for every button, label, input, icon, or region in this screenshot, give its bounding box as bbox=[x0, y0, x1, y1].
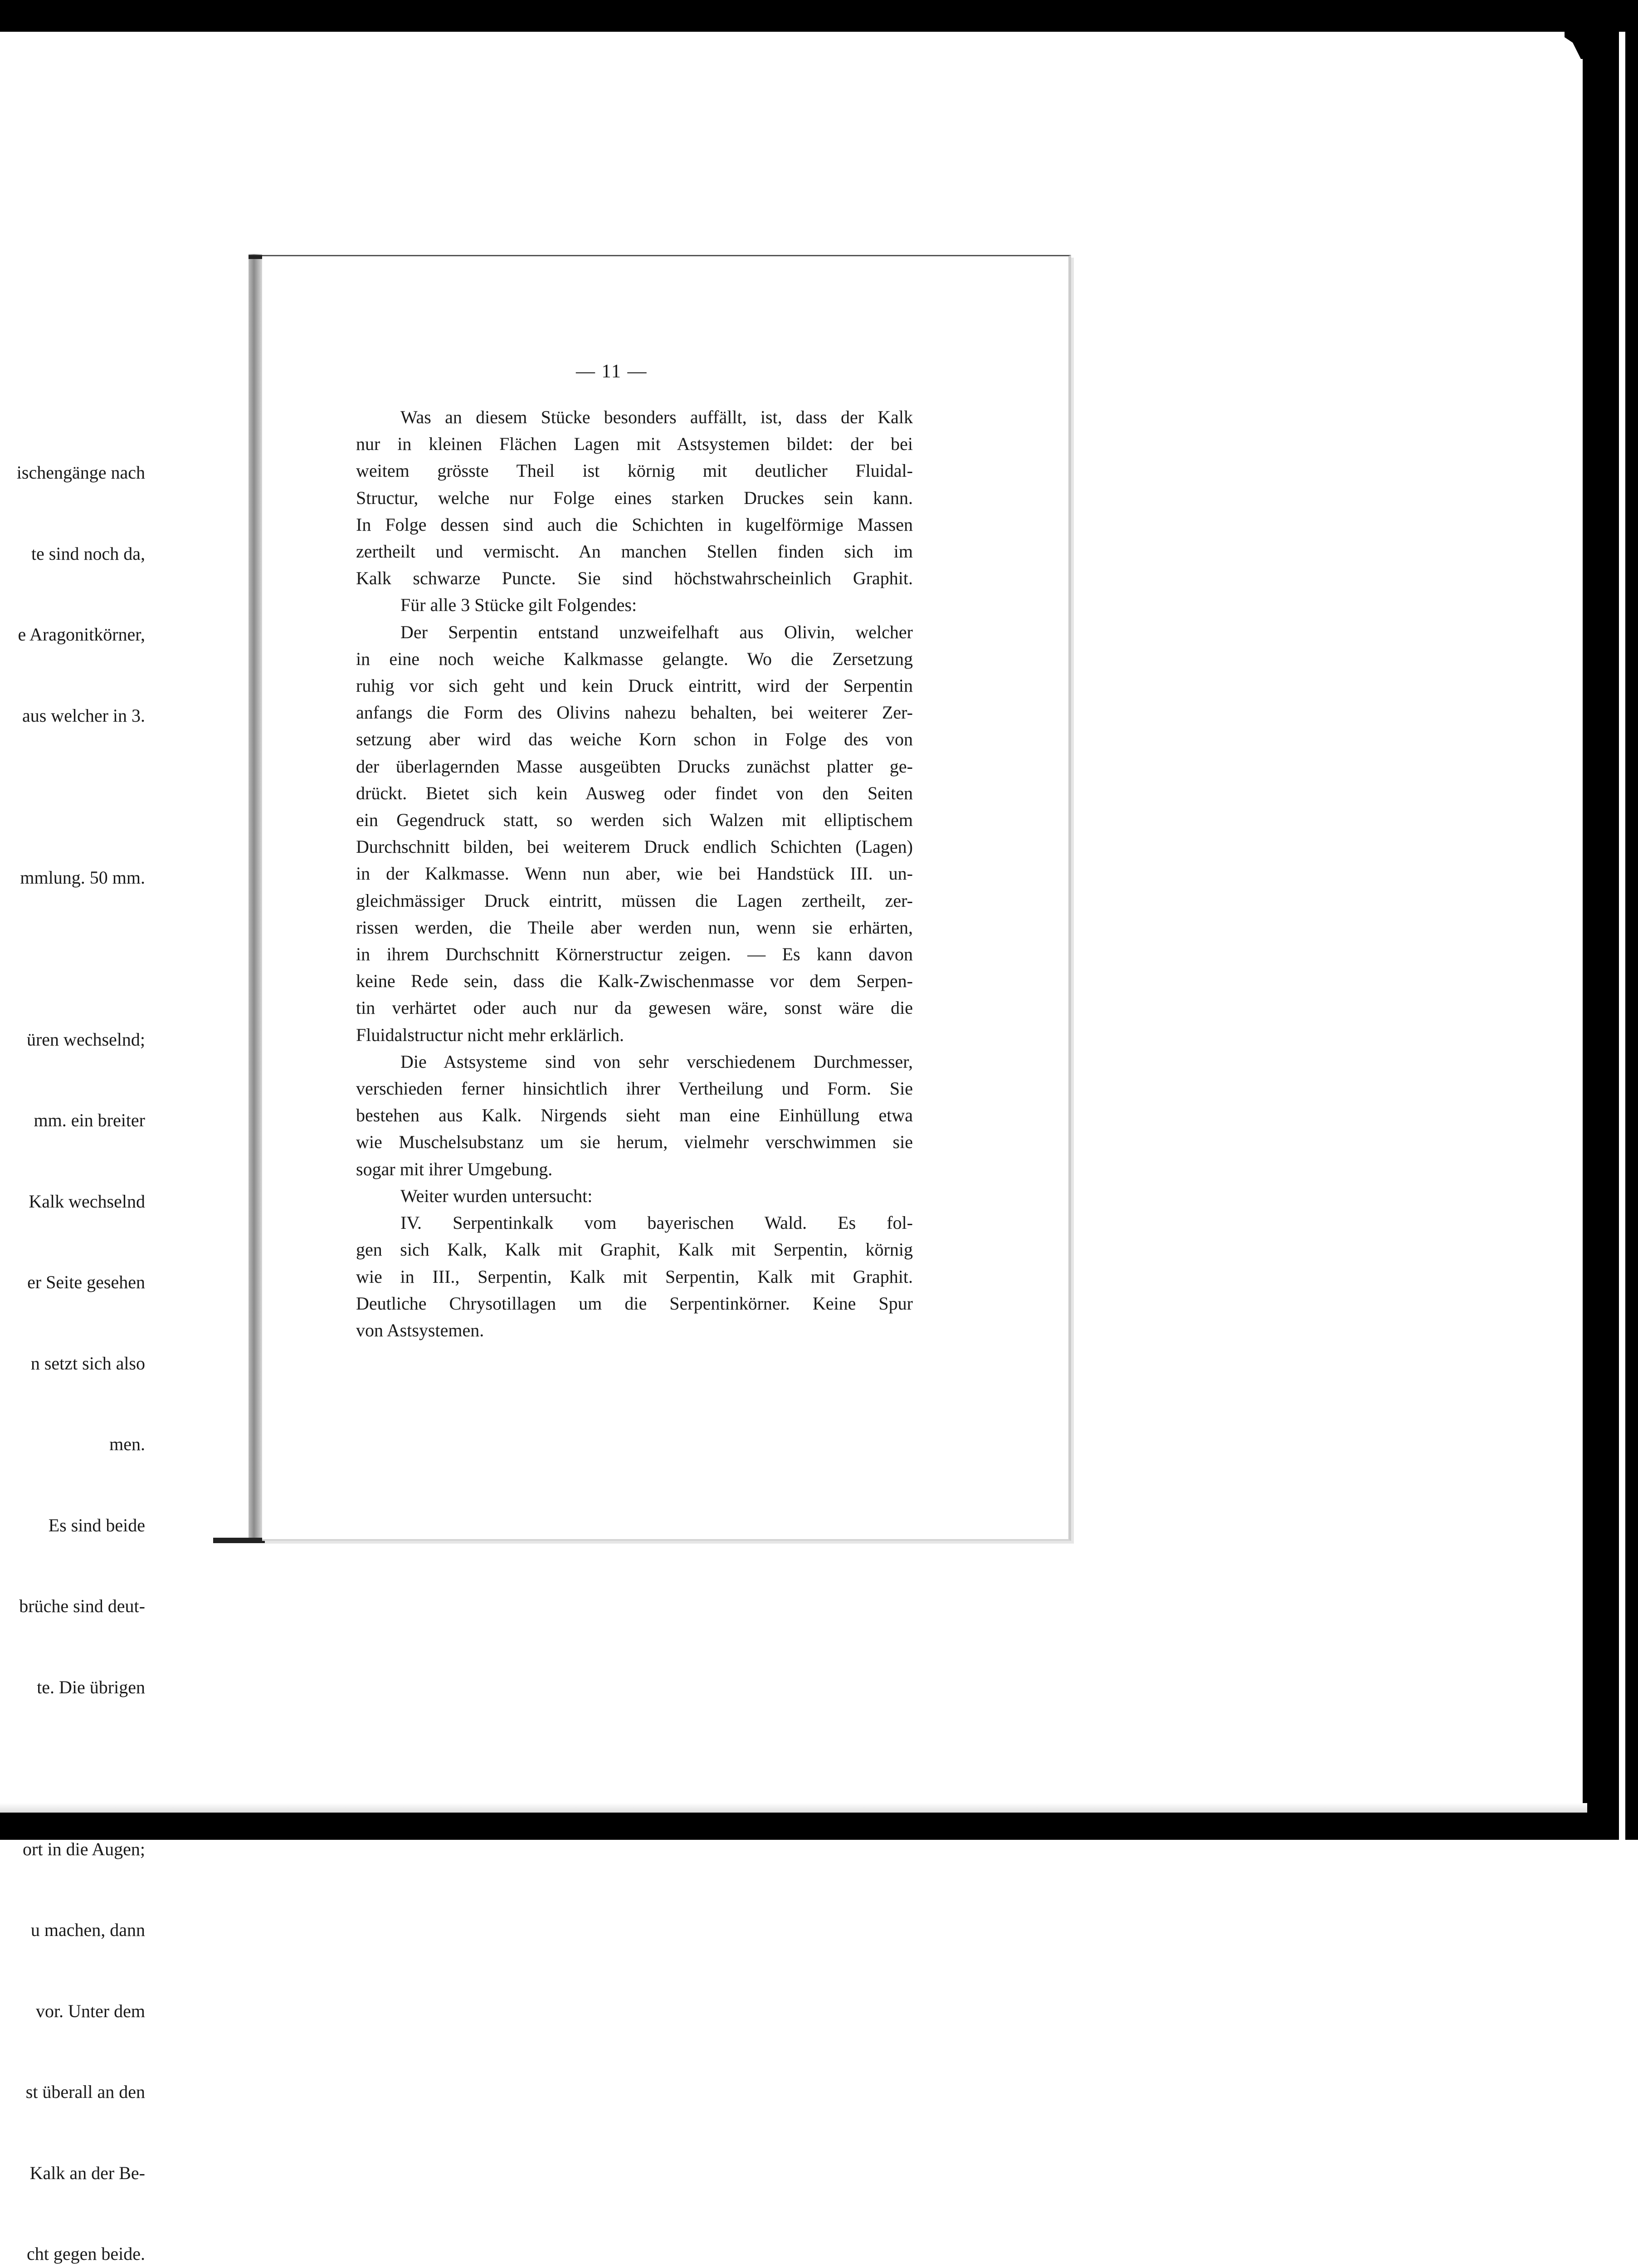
scan-frame-right-edge bbox=[1625, 0, 1638, 1840]
left-line: men. bbox=[109, 1434, 145, 1454]
left-line: st überall an den bbox=[25, 2082, 145, 2102]
left-line: er Seite gesehen bbox=[27, 1272, 145, 1292]
left-line: üren wechselnd; bbox=[26, 1029, 145, 1050]
left-line: mmlung. 50 mm. bbox=[20, 867, 145, 888]
book-spine bbox=[249, 254, 262, 1538]
text-line: keine Rede sein, dass die Kalk-Zwischenmasse vor dem Serpen- bbox=[356, 971, 913, 992]
text-line: ruhig vor sich geht und kein Druck eintritt, wird der Serpentin bbox=[356, 675, 913, 696]
left-line: cht gegen beide. bbox=[27, 2244, 145, 2264]
left-line bbox=[0, 945, 145, 972]
text-line: nur in kleinen Flächen Lagen mit Astsystemen bildet: der bei bbox=[356, 434, 913, 455]
text-line: Die Astsysteme sind von sehr verschiedenem Durchmesser, bbox=[400, 1051, 913, 1072]
left-line: ischengänge nach bbox=[16, 462, 145, 483]
left-line bbox=[0, 783, 145, 810]
scan-frame-notch bbox=[1565, 32, 1592, 59]
left-line: e Aragonitkörner, bbox=[18, 624, 145, 645]
text-line: in ihrem Durchschnitt Körnerstructur zeigen. — Es kann davon bbox=[356, 944, 913, 965]
left-line: te sind noch da, bbox=[31, 543, 145, 564]
text-line: von Astsystemen. bbox=[356, 1320, 484, 1340]
left-line: u machen, dann bbox=[30, 1920, 145, 1940]
text-line: drückt. Bietet sich kein Ausweg oder findet von den Seiten bbox=[356, 782, 913, 803]
text-line: verschieden ferner hinsichtlich ihrer Vertheilung und Form. Sie bbox=[356, 1078, 913, 1099]
left-line: aus welcher in 3. bbox=[22, 705, 145, 726]
text-line: Der Serpentin entstand unzweifelhaft aus Olivin, welcher bbox=[400, 621, 913, 642]
text-line: rissen werden, die Theile aber werden nun, wenn sie erhärten, bbox=[356, 917, 913, 938]
text-line: zertheilt und vermischt. An manchen Stellen finden sich im bbox=[356, 541, 913, 562]
text-line: Weiter wurden untersucht: bbox=[400, 1185, 593, 1206]
left-line: Kalk wechselnd bbox=[29, 1191, 145, 1212]
text-line: Kalk schwarze Puncte. Sie sind höchstwahrscheinlich Graphit. bbox=[356, 568, 913, 589]
text-line: ein Gegendruck statt, so werden sich Walzen mit elliptischem bbox=[356, 810, 913, 831]
left-line: mm. ein breiter bbox=[34, 1110, 145, 1130]
text-line: wie in III., Serpentin, Kalk mit Serpentin, Kalk mit Graphit. bbox=[356, 1266, 913, 1287]
right-page-text bbox=[356, 404, 913, 1344]
text-line: sogar mit ihrer Umgebung. bbox=[356, 1158, 553, 1179]
text-line: tin verhärtet oder auch nur da gewesen wäre, sonst wäre die bbox=[356, 997, 913, 1018]
text-line: in eine noch weiche Kalkmasse gelangte. Wo die Zersetzung bbox=[356, 648, 913, 669]
text-line: IV. Serpentinkalk vom bayerischen Wald. Es fol- bbox=[400, 1212, 913, 1233]
text-line: in der Kalkmasse. Wenn nun aber, wie bei Handstück III. un- bbox=[356, 863, 913, 884]
left-line: vor. Unter dem bbox=[35, 2000, 145, 2021]
left-line: Kalk an der Be- bbox=[29, 2162, 145, 2183]
left-line: ort in die Augen; bbox=[23, 1838, 145, 1859]
text-line: Für alle 3 Stücke gilt Folgendes: bbox=[400, 595, 637, 616]
left-line bbox=[0, 1755, 145, 1782]
text-line: setzung aber wird das weiche Korn schon in Folge des von bbox=[356, 729, 913, 750]
text-line: Durchschnitt bilden, bei weiterem Druck endlich Schichten (Lagen) bbox=[356, 836, 913, 857]
left-line: n setzt sich also bbox=[30, 1353, 145, 1374]
page-number: — 11 — bbox=[576, 361, 648, 382]
text-line: In Folge dessen sind auch die Schichten in kugelförmige Massen bbox=[356, 514, 913, 535]
left-line: te. Die übrigen bbox=[37, 1677, 145, 1697]
text-line: wie Muschelsubstanz um sie herum, vielmehr verschwimmen sie bbox=[356, 1132, 913, 1153]
text-line: Fluidalstructur nicht mehr erklärlich. bbox=[356, 1024, 624, 1045]
scan-frame-bottom bbox=[0, 1813, 1587, 1840]
text-line: der überlagernden Masse ausgeübten Drucks zunächst platter ge- bbox=[356, 756, 913, 777]
scan-frame-right bbox=[1583, 32, 1619, 1840]
left-line: Es sind beide bbox=[48, 1515, 145, 1535]
text-line: Was an diesem Stücke besonders auffällt, ist, dass der Kalk bbox=[400, 407, 913, 427]
left-page-text bbox=[0, 405, 145, 2268]
text-line: weitem grösste Theil ist körnig mit deutlicher Fluidal- bbox=[356, 460, 913, 481]
text-line: gleichmässiger Druck eintritt, müssen die Lagen zertheilt, zer- bbox=[356, 890, 913, 911]
text-line: Deutliche Chrysotillagen um die Serpentinkörner. Keine Spur bbox=[356, 1293, 913, 1314]
text-line: gen sich Kalk, Kalk mit Graphit, Kalk mit Serpentin, körnig bbox=[356, 1239, 913, 1260]
text-line: Structur, welche nur Folge eines starken Druckes sein kann. bbox=[356, 487, 913, 508]
text-line: bestehen aus Kalk. Nirgends sieht man eine Einhüllung etwa bbox=[356, 1105, 913, 1126]
left-line: brüche sind deut- bbox=[19, 1596, 145, 1616]
scan-frame-top bbox=[0, 0, 1638, 32]
text-line: anfangs die Form des Olivins nahezu behalten, bei weiterer Zer- bbox=[356, 702, 913, 723]
